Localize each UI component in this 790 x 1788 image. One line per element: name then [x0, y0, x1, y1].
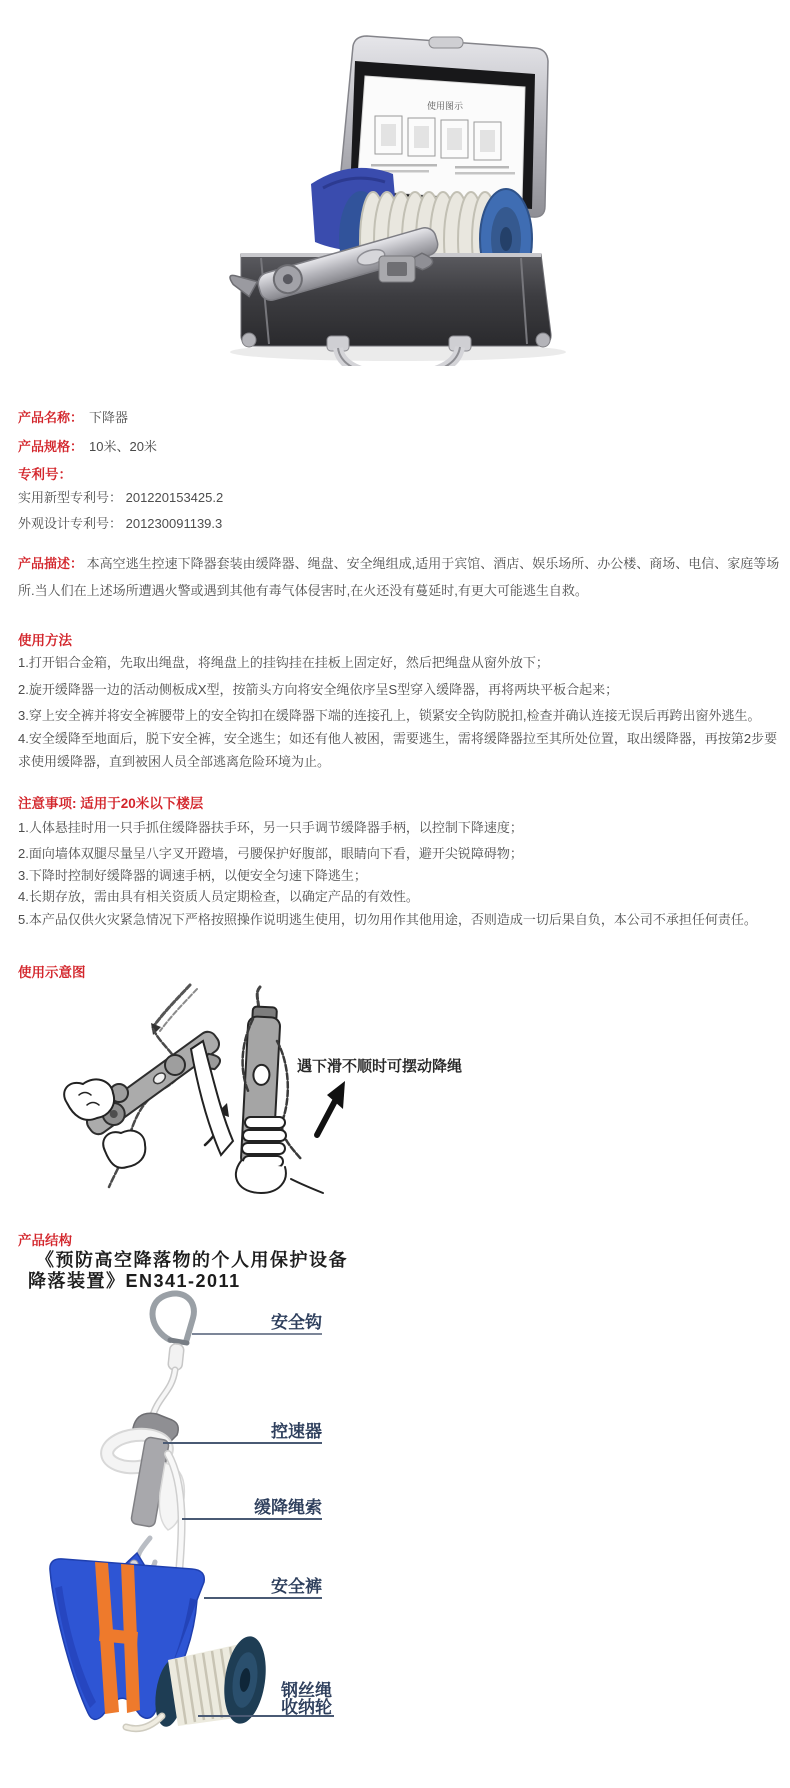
field-product-spec: [18, 438, 157, 455]
product-photo: [203, 6, 587, 366]
hand-graphic: [103, 1131, 145, 1168]
lid-sheet-title: 使用图示: [426, 101, 464, 111]
structure-diagram: [0, 1288, 460, 1788]
swing-arrow: [317, 1101, 335, 1135]
usage-step: 4.安全缓降至地面后，脱下安全裤，安全逃生；如还有他人被困，需要逃生，需将缓降器拉至其所处位置，取出缓降器，再按第2步要求使用缓降器，直到被困人员全部逃离危险环境为止。: [18, 731, 778, 769]
product-description-label: 产品描述：: [18, 556, 84, 571]
label-safety-pants: 安全裤: [271, 1577, 322, 1596]
note-item: 5.本产品仅供火灾紧急情况下严格按照操作说明逃生使用，切勿用作其他用途，否则造成一切后果自负，本公司不承担任何责任。: [18, 912, 757, 927]
corner-protector: [536, 333, 550, 347]
usage-figure-right: [191, 987, 462, 1193]
product-spec-label: 产品规格：: [18, 439, 84, 454]
lid-latch-hook: [429, 37, 463, 48]
usage-step: 1.打开铝合金箱，先取出绳盘，将绳盘上的挂钩挂在挂板上固定好，然后把绳盘从窗外放下；: [18, 655, 549, 670]
label-storage-wheel: 收纳轮: [281, 1698, 332, 1717]
diagram-heading: 使用示意图: [18, 965, 86, 980]
label-wire-rope: 钢丝绳: [281, 1681, 332, 1700]
patent-utility-model: 实用新型专利号： 201220153425.2: [18, 490, 224, 505]
patent-heading: 专利号：: [18, 467, 72, 482]
note-item: 4.长期存放，需由具有相关资质人员定期检查，以确定产品的有效性。: [18, 889, 419, 904]
field-product-name: [18, 409, 128, 426]
usage-heading: 使用方法: [18, 633, 72, 648]
standard-line2: 降落装置》EN341-2011: [28, 1271, 241, 1291]
usage-illustration: [55, 983, 465, 1195]
product-name-value: 下降器: [89, 410, 129, 425]
label-descent-rope: 缓降绳索: [254, 1498, 322, 1517]
structure-heading: 产品结构: [18, 1233, 72, 1248]
usage-step: 2.旋开缓降器一边的活动侧板成X型，按箭头方向将安全绳依序呈S型穿入缓降器，再将两块平板合起来；: [18, 682, 619, 697]
controller-graphic: [105, 1413, 184, 1570]
note-item: 2.面向墙体双腿尽量呈八字叉开蹬墙，弓腰保护好腹部，眼睛向下看，避开尖锐障碍物；: [18, 846, 523, 861]
corner-protector: [242, 333, 256, 347]
label-safety-hook: 安全钩: [271, 1313, 322, 1332]
notes-heading: 注意事项: 适用于20米以下楼层: [18, 796, 204, 811]
carabiner-graphic: [153, 1293, 194, 1370]
standard-line1: 《预防高空降落物的个人用保护设备: [36, 1250, 348, 1270]
hand-graphic: [64, 1079, 114, 1119]
product-description: [18, 550, 782, 604]
note-item: 1.人体悬挂时用一只手抓住缓降器扶手环，另一只手调节缓降器手柄，以控制下降速度；: [18, 820, 523, 835]
diagram-caption-text: 遇下滑不顺时可摆动降绳: [297, 1058, 463, 1075]
usage-step: 3.穿上安全裤并将安全裤腰带上的安全钩扣在缓降器下端的连接孔上，锁紧安全钩防脱扣,检查并确认连接无误后再跨出窗外逃生。: [18, 708, 761, 723]
label-speed-controller: 控速器: [271, 1422, 322, 1441]
product-spec-value: 10米、20米: [89, 439, 157, 454]
patent-design: 外观设计专利号： 201230091139.3: [18, 516, 223, 531]
product-description-text: 本高空逃生控速下降器套装由缓降器、绳盘、安全绳组成,适用于宾馆、酒店、娱乐场所、办公楼、商场、电信、家庭等场所.当人们在上述场所遭遇火警或遇到其他有毒气体侵害时,在火还没有蔓延时,有更大可能逃生自救。: [18, 556, 780, 598]
note-item: 3.下降时控制好缓降器的调速手柄，以便安全匀速下降逃生；: [18, 868, 367, 883]
product-name-label: 产品名称：: [18, 410, 84, 425]
gripping-hand-graphic: [236, 1117, 323, 1193]
